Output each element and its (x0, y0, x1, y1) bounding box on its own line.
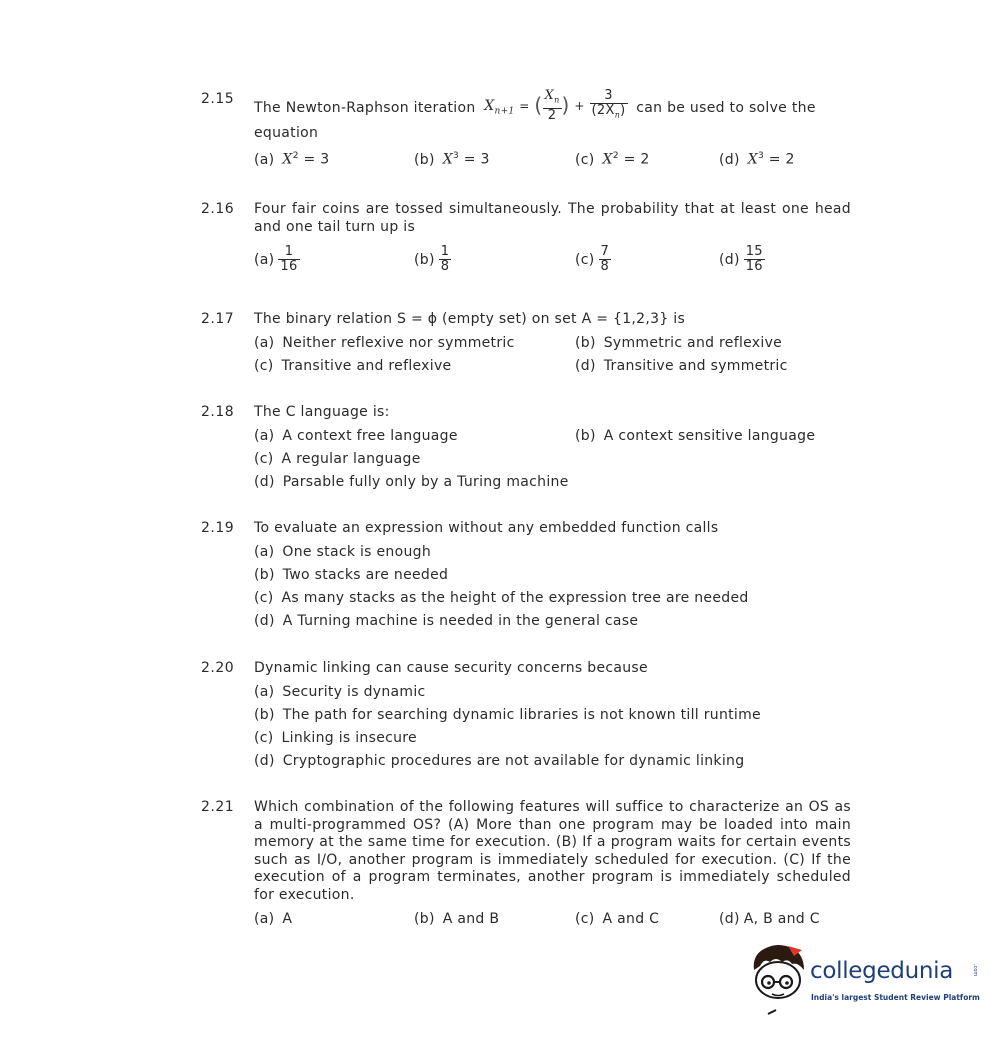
question-text-end: can be used to solve the (636, 99, 816, 116)
option-c: (c) A regular language (254, 451, 421, 467)
question-2-17 (201, 311, 851, 381)
question-2-21 (201, 799, 851, 934)
option-c: (c) Linking is insecure (254, 730, 417, 746)
question-text: To evaluate an expression without any embedded function calls (254, 520, 719, 536)
option-a: (a) Neither reflexive nor symmetric (254, 335, 515, 351)
option-b: (b) $X^3 = 3$ (414, 151, 490, 168)
option-b: (b) A context sensitive language (575, 428, 816, 444)
option-d: (d) $\frac{15}{16}$ (719, 244, 763, 274)
student-mascot-icon (748, 940, 810, 1020)
question-number: 2.16 (201, 201, 235, 217)
question-text: Which combination of the following features will suffice to characterize an OS as a multi-programmed OS? (A) More than one program may be loaded into main memory at the same time for execution. (B) If a program waits for certain events such as I/O, another program is immediately scheduled for execution. (C) If the execution of a program terminates, another program is immediately scheduled for execution. (254, 799, 851, 903)
question-number: 2.17 (201, 311, 235, 327)
option-d: (d) A, B and C (719, 911, 820, 927)
question-text-start: The Newton-Raphson iteration (254, 99, 476, 116)
question-number: 2.21 (201, 799, 235, 815)
question-text: Dynamic linking can cause security concerns because (254, 660, 648, 676)
option-b: (b) A and B (414, 911, 500, 927)
option-b: (b) The path for searching dynamic libraries is not known till runtime (254, 707, 761, 723)
question-text: Four fair coins are tossed simultaneously. The probability that at least one head and one tail turn up is (254, 201, 851, 235)
option-d: (d) Parsable fully only by a Turing machine (254, 474, 569, 490)
question-2-19 (201, 520, 851, 635)
option-b: (b) Two stacks are needed (254, 567, 449, 583)
option-a: (a) $\frac{1}{16}$ (254, 244, 298, 274)
option-c: (c) $\frac{7}{8}$ (575, 244, 610, 274)
logo-tagline: India's largest Student Review Platform (811, 993, 980, 1002)
question-number: 2.18 (201, 404, 235, 420)
newton-raphson-formula: $X_{n+1}$ = ( $\frac{X_n}{2}$ ) + $\frac{3}{(2X_n)}$ (484, 88, 626, 123)
option-b: (b) Symmetric and reflexive (575, 335, 783, 351)
option-a: (a) A context free language (254, 428, 458, 444)
question-text: The C language is: (254, 404, 390, 420)
option-a: (a) Security is dynamic (254, 684, 426, 700)
option-a: (a) $X^2 = 3$ (254, 151, 330, 168)
question-text: The binary relation S = ϕ (empty set) on set A = {1,2,3} is (254, 311, 686, 327)
question-text (254, 88, 851, 125)
collegedunia-logo (748, 940, 978, 1020)
option-a: (a) One stack is enough (254, 544, 431, 560)
option-d: (d) Cryptographic procedures are not available for dynamic linking (254, 753, 745, 769)
option-c: (c) Transitive and reflexive (254, 358, 452, 374)
logo-wordmark: collegedunia (810, 958, 954, 984)
option-c: (c) $X^2 = 2$ (575, 151, 650, 168)
option-d: (d) A Turning machine is needed in the general case (254, 613, 639, 629)
question-2-20 (201, 660, 851, 775)
question-2-18 (201, 404, 851, 499)
question-2-15 (201, 88, 851, 173)
question-2-16 (201, 201, 851, 281)
option-a: (a) A (254, 911, 293, 927)
question-text-continued: equation (254, 125, 319, 141)
question-number: 2.20 (201, 660, 235, 676)
option-b: (b) $\frac{1}{8}$ (414, 244, 450, 274)
option-c: (c) As many stacks as the height of the expression tree are needed (254, 590, 749, 606)
question-number: 2.19 (201, 520, 235, 536)
logo-domain-suffix: .com (972, 964, 978, 977)
option-d: (d) $X^3 = 2$ (719, 151, 795, 168)
question-number: 2.15 (201, 91, 235, 107)
option-c: (c) A and C (575, 911, 660, 927)
option-d: (d) Transitive and symmetric (575, 358, 788, 374)
